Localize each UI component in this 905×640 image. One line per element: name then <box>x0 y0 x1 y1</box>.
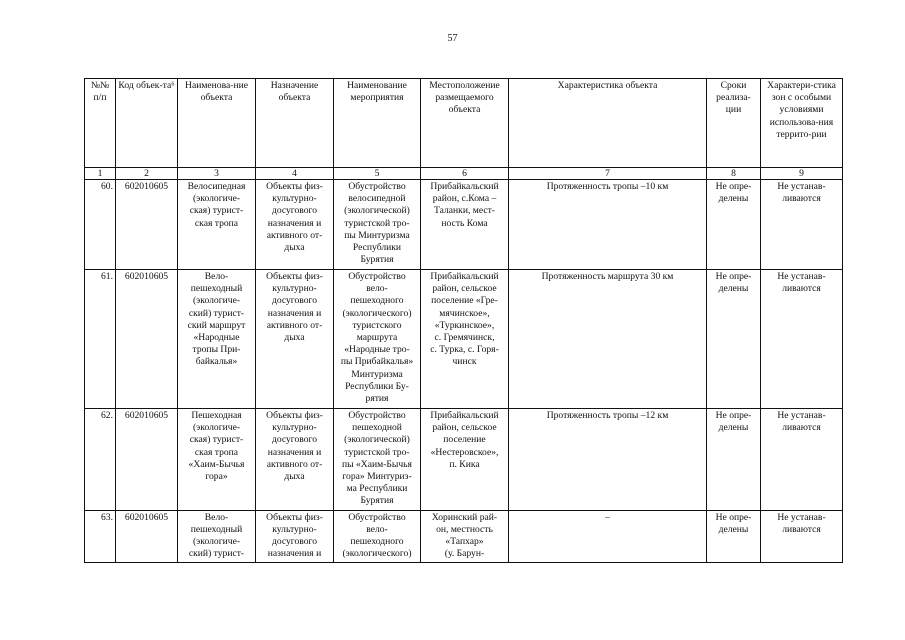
table-row <box>85 180 843 270</box>
row-term: Не опре- делены <box>707 270 761 409</box>
row-num: 63. <box>85 510 116 563</box>
table-row <box>85 409 843 511</box>
row-name: Вело- пешеходный (экологиче- ский) турист- ский маршрут «Народные тропы При- байкалья» <box>178 270 256 409</box>
column-number: 9 <box>761 168 843 180</box>
row-term: Не опре- делены <box>707 510 761 563</box>
column-number: 5 <box>334 168 421 180</box>
row-location: Прибайкальский район, с.Кома – Таланки, мест- ность Кома <box>421 180 509 270</box>
page-number: 57 <box>447 33 458 44</box>
header-characteristic: Характеристика объекта <box>509 79 707 168</box>
column-number: 1 <box>85 168 116 180</box>
row-term: Не опре- делены <box>707 409 761 511</box>
row-characteristic: Протяженность тропы –12 км <box>509 409 707 511</box>
header-zones: Характери-стика зон с особыми условиями использова-ния террито-рии <box>761 79 843 168</box>
row-location: Прибайкальский район, сельское поселение «Гре- мячинское», «Туркинское», с. Гремячинск, с. Турка, с. Горя- чинск <box>421 270 509 409</box>
header-code: Код объек-та⁶ <box>116 79 178 168</box>
row-zones: Не устанав- ливаются <box>761 270 843 409</box>
row-zones: Не устанав- ливаются <box>761 409 843 511</box>
header-num: №№ п/п <box>85 79 116 168</box>
row-code: 602010605 <box>116 180 178 270</box>
row-purpose: Объекты физ- культурно- досугового назначения и активного от- дыха <box>256 270 334 409</box>
row-code: 602010605 <box>116 409 178 511</box>
column-number: 2 <box>116 168 178 180</box>
row-purpose: Объекты физ- культурно- досугового назначения и активного от- дыха <box>256 409 334 511</box>
column-number: 7 <box>509 168 707 180</box>
row-zones: Не устанав- ливаются <box>761 510 843 563</box>
column-number: 4 <box>256 168 334 180</box>
row-measure: Обустройство вело- пешеходного (экологического) туристского маршрута «Народные тро- пы Прибайкалья» Минтуризма Республики Бу- рятия <box>334 270 421 409</box>
row-num: 61. <box>85 270 116 409</box>
row-name: Вело- пешеходный (экологиче- ский) турист- <box>178 510 256 563</box>
row-term: Не опре- делены <box>707 180 761 270</box>
header-measure: Наименование мероприятия <box>334 79 421 168</box>
row-characteristic: Протяженность маршрута 30 км <box>509 270 707 409</box>
table-row <box>85 510 843 563</box>
row-code: 602010605 <box>116 510 178 563</box>
row-measure: Обустройство пешеходной (экологической) туристской тро- пы «Хаим-Бычья гора» Минтуриз- ма Республики Бурятия <box>334 409 421 511</box>
header-purpose: Назначение объекта <box>256 79 334 168</box>
column-number: 8 <box>707 168 761 180</box>
row-name: Велосипедная (экологиче- ская) турист- ская тропа <box>178 180 256 270</box>
header-location: Местоположение размещаемого объекта <box>421 79 509 168</box>
header-row <box>85 79 843 168</box>
header-term: Сроки реализа-ции <box>707 79 761 168</box>
row-purpose: Объекты физ- культурно- досугового назначения и активного от- дыха <box>256 180 334 270</box>
column-number-row <box>85 168 843 180</box>
row-measure: Обустройство велосипедной (экологической) туристской тро- пы Минтуризма Республики Бурятия <box>334 180 421 270</box>
column-number: 6 <box>421 168 509 180</box>
row-name: Пешеходная (экологиче- ская) турист- ская тропа «Хаим-Бычья гора» <box>178 409 256 511</box>
row-purpose: Объекты физ- культурно- досугового назначения и <box>256 510 334 563</box>
row-zones: Не устанав- ливаются <box>761 180 843 270</box>
row-characteristic: – <box>509 510 707 563</box>
row-num: 60. <box>85 180 116 270</box>
column-number: 3 <box>178 168 256 180</box>
table-row <box>85 270 843 409</box>
row-code: 602010605 <box>116 270 178 409</box>
objects-table <box>84 78 843 563</box>
row-location: Прибайкальский район, сельское поселение «Нестеровское», п. Кика <box>421 409 509 511</box>
row-characteristic: Протяженность тропы –10 км <box>509 180 707 270</box>
row-measure: Обустройство вело- пешеходного (экологического) <box>334 510 421 563</box>
header-name: Наименова-ние объекта <box>178 79 256 168</box>
row-location: Хоринский рай- он, местность «Тапхар» (у. Барун- <box>421 510 509 563</box>
row-num: 62. <box>85 409 116 511</box>
